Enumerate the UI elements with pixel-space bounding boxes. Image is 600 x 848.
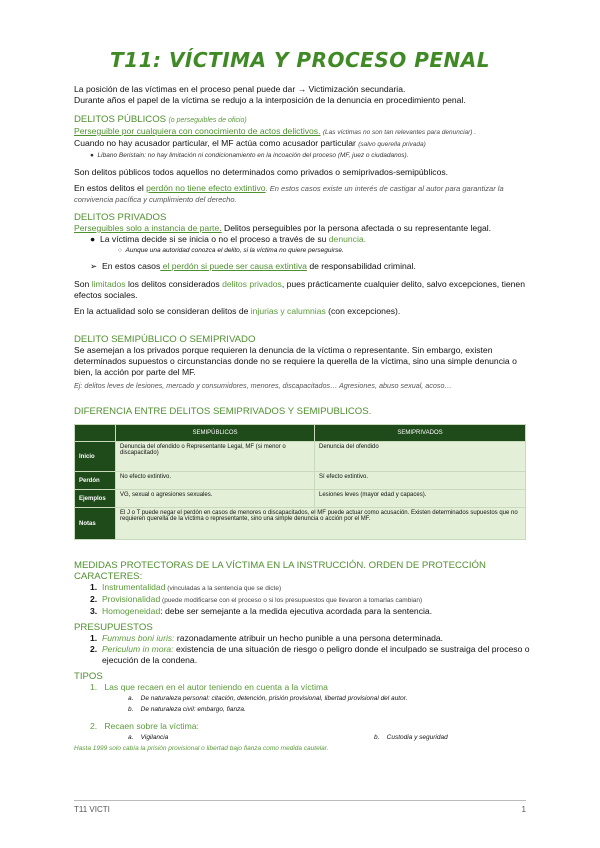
publicos-p3: Son delitos públicos todos aquellos no determinados como privados o semiprivados-semipúblicos. [74, 167, 449, 177]
privados-p2: Son limitados los delitos considerados delitos privados, pues prácticamente cualquier delito, salvo excepciones, tienen efectos sociales. [74, 279, 525, 300]
heading-medidas: MEDIDAS PROTECTORAS DE LA VÍCTIMA EN LA INSTRUCCIÓN. ORDEN DE PROTECCIÓN [74, 560, 486, 571]
caracter-1: 1. Instrumentalidad (vinculadas a la sentencia que se dicte) [90, 582, 282, 592]
tipo-2-items: a. Vigilancia b. Custodia y seguridad [128, 734, 448, 741]
page-number: 1 [521, 805, 526, 814]
heading-semi: DELITO SEMIPÚBLICO O SEMIPRIVADO [74, 334, 256, 345]
section-medidas [74, 560, 534, 754]
heading-publicos-note: (o perseguibles de oficio) [168, 117, 247, 124]
diferencia-table [74, 424, 526, 540]
heading-presupuestos: PRESUPUESTOS [74, 622, 153, 633]
table-header-row [75, 425, 526, 442]
caracter-3: 3. Homogeneidad: debe ser semejante a la medida ejecutiva acordada para la sentencia. [90, 606, 433, 616]
section-semipublico [74, 334, 534, 391]
privados-bullet-1: ● La víctima decide si se inicia o no el proceso a través de su denuncia. [90, 234, 367, 244]
publicos-p2-note: (salvo querella privada) [358, 141, 426, 148]
intro-line-1: La posición de las víctimas en el proceso penal puede dar → Victimización secundaria. [74, 84, 406, 94]
publicos-bullet: ● Libano Beristain: no hay limitación ni condicionamiento en la incoación del proceso (MF, juez o ciudadanos). [90, 152, 409, 159]
tipo-2: 2. Recaen sobre la víctima: [90, 721, 199, 731]
page-footer [74, 800, 526, 814]
semi-example: Ej: delitos leves de lesiones, mercado y consumidores, menores, discapacitados… Agresiones, abuso sexual, acoso… [74, 381, 452, 390]
footer-label: T11 VICTI [74, 805, 110, 814]
heading-privados: DELITOS PRIVADOS [74, 212, 167, 223]
presupuesto-2: 2. Periculum in mora: existencia de una situación de riesgo o peligro donde el inculpado se sustraiga del proceso o ejecución de la condena. [90, 644, 530, 665]
table-col-semiprivados: SEMIPRIVADOS [315, 425, 526, 442]
tipo-1b: b. De naturaleza civil: embargo, fianza. [128, 706, 246, 713]
intro [74, 84, 534, 106]
privados-bullet-2: ➢ En estos casos el perdón si puede ser causa extintiva de responsabilidad criminal. [90, 261, 416, 271]
heading-diferencia: DIFERENCIA ENTRE DELITOS SEMIPRIVADOS Y SEMIPUBLICOS. [74, 406, 372, 417]
section-delitos-privados [74, 212, 534, 317]
table-row: Perdón No efecto extintivo. Sí efecto extintivo. [75, 472, 526, 490]
privados-p1: Perseguibles solo a instancia de parte. Delitos perseguibles por la persona afectada o su representante legal. [74, 223, 492, 233]
publicos-p4: En estos delitos el perdón no tiene efecto extintivo. En estos casos existe un interés de castigar al autor para garantizar la convivencia pacífica y cumplimiento del derecho. [74, 183, 504, 204]
document-title: T11: VÍCTIMA Y PROCESO PENAL [110, 48, 490, 72]
publicos-note: (Las víctimas no son tan relevantes para denunciar) . [322, 129, 477, 136]
table-corner [75, 425, 116, 442]
heading-publicos: DELITOS PÚBLICOS [74, 114, 167, 125]
table-row: Inicio Denuncia del ofendido o Representante Legal, MF (si menor o discapacitado) Denuncia del ofendido [75, 442, 526, 472]
table-col-semipublicos: SEMIPÚBLICOS [116, 425, 315, 442]
publicos-p2: Cuando no hay acusador particular, el MF actúa como acusador particular [74, 138, 356, 148]
privados-sub-bullet: ○ Aunque una autoridad conozca el delito, si la víctima no quiere perseguirse. [118, 247, 344, 254]
publicos-link: Perseguible por cualquiera con conocimiento de actos delictivos. [74, 126, 321, 136]
tipo-1a: a. De naturaleza personal: citación, detención, prisión provisional, libertad provisional del autor. [128, 695, 408, 702]
heading-caracteres: CARACTERES: [74, 571, 143, 582]
caracter-2: 2. Provisionalidad (puede modificarse con el proceso o si los presupuestos que llevaron a tomarlas cambian) [90, 594, 423, 604]
table-row: Notas El J o T puede negar el perdón en casos de menores o discapacitados, el MF puede actuar como acusación. Existen determinados supuestos que no requieren querella de la víctima o representante, sino una simple denuncia o acción por el MF. [75, 508, 526, 540]
intro-line-2: Durante años el papel de la víctima se redujo a la interposición de la denuncia en procedimiento penal. [74, 95, 466, 105]
hasta-note: Hasta 1999 solo cabía la prisión provisional o libertad bajo fianza como medida cautelar. [74, 745, 329, 752]
table-row: Ejemplos VG, sexual o agresiones sexuales. Lesiones leves (mayor edad y capaces). [75, 490, 526, 508]
presupuesto-1: 1. Fummus boni iuris: razonadamente atribuir un hecho punible a una persona determinada. [90, 633, 444, 643]
section-diferencia [74, 406, 534, 417]
heading-tipos: TIPOS [74, 671, 103, 682]
semi-p1: Se asemejan a los privados porque requieren la denuncia de la víctima o representante. Sin embargo, existen determinados supuestos o circunstancias donde no se requiere la querella de la víctima, sino una simple denuncia o bien, la acción por parte del MF. [74, 345, 517, 377]
tipo-1: 1. Las que recaen en el autor teniendo en cuenta a la víctima [90, 682, 328, 692]
section-delitos-publicos [74, 114, 534, 205]
privados-p3: En la actualidad solo se consideran delitos de injurias y calumnias (con excepciones). [74, 306, 401, 316]
